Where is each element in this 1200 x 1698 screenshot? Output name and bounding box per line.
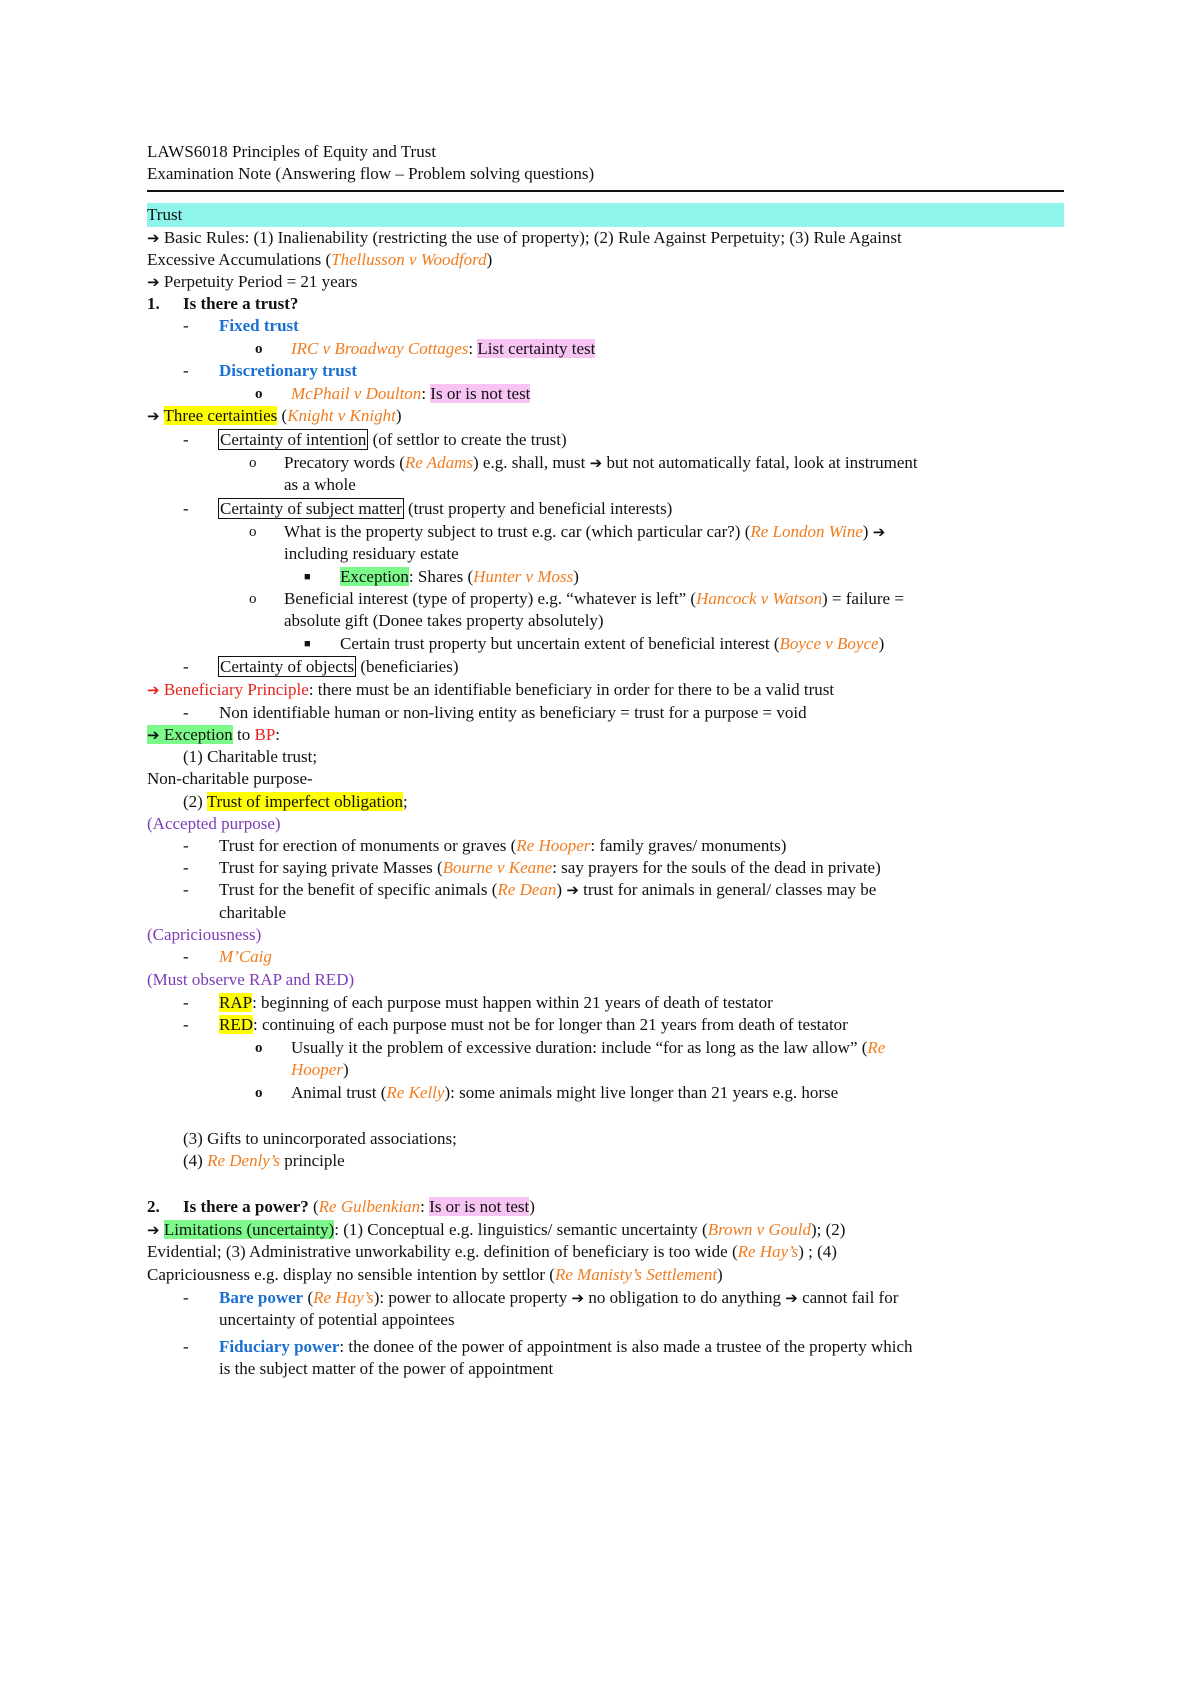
capriciousness-heading: (Capriciousness) <box>147 925 262 944</box>
limitations-line3: Capriciousness e.g. display no sensible intention by settlor (Re Manisty’s Settlement) <box>147 1265 723 1284</box>
trust-section-title: Trust <box>147 205 183 224</box>
imperfect-obligation: (2) Trust of imperfect obligation; <box>183 792 408 811</box>
question-1-number: 1. <box>147 294 160 313</box>
dash-bullet: - <box>183 316 189 335</box>
dash-bullet: - <box>183 361 189 380</box>
dash-bullet: - <box>183 880 189 899</box>
denley-principle: (4) Re Denly’s principle <box>183 1151 345 1170</box>
hollow-bullet-icon: o <box>255 1040 263 1056</box>
dash-bullet: - <box>183 1337 189 1356</box>
fiduciary-power: Fiduciary power: the donee of the power of appointment is also made a trustee of the property which <box>219 1337 913 1356</box>
document-subtitle: Examination Note (Answering flow – Problem solving questions) <box>147 164 595 183</box>
red-animal-trust: Animal trust (Re Kelly): some animals might live longer than 21 years e.g. horse <box>291 1083 839 1102</box>
beneficiary-principle-sub: Non identifiable human or non-living entity as beneficiary = trust for a purpose = void <box>219 703 807 722</box>
question-1-title: Is there a trust? <box>183 294 299 313</box>
fixed-trust-label: Fixed trust <box>219 316 299 335</box>
purpose-animals: Trust for the benefit of specific animals (Re Dean) ➔ trust for animals in general/ classes may be <box>219 880 877 899</box>
dash-bullet: - <box>183 947 189 966</box>
header-rule <box>147 190 1064 192</box>
question-2-title: Is there a power? (Re Gulbenkian: Is or is not test) <box>183 1197 535 1216</box>
trust-section-bar <box>147 203 1064 227</box>
dash-bullet: - <box>183 430 189 449</box>
arrow-right-icon: ➔ <box>147 273 160 291</box>
perpetuity-period: ➔ Perpetuity Period = 21 years <box>147 272 358 291</box>
discretionary-trust-label: Discretionary trust <box>219 361 358 380</box>
basic-rules-line2: Excessive Accumulations (Thellusson v Woodford) <box>147 250 493 269</box>
dash-bullet: - <box>183 499 189 518</box>
limitations-line1: ➔ Limitations (uncertainty): (1) Conceptual e.g. linguistics/ semantic uncertainty (Brown v Gould); (2) <box>147 1220 846 1239</box>
arrow-right-icon: ➔ <box>147 726 160 744</box>
red-excessive-duration-cont: Hooper) <box>291 1060 349 1079</box>
accepted-purpose-heading: (Accepted purpose) <box>147 814 281 833</box>
dash-bullet: - <box>183 1015 189 1034</box>
square-bullet-icon: ■ <box>304 571 311 583</box>
non-charitable-purpose: Non-charitable purpose- <box>147 769 313 788</box>
subject-matter-property: What is the property subject to trust e.g. car (which particular car?) (Re London Wine) ➔ <box>284 522 886 541</box>
arrow-right-icon: ➔ <box>147 407 160 425</box>
case-citation: Thellusson v Woodford <box>331 250 487 269</box>
rap-rule: RAP: beginning of each purpose must happen within 21 years of death of testator <box>219 993 773 1012</box>
purpose-animals-cont: charitable <box>219 903 287 922</box>
arrow-right-icon: ➔ <box>589 454 603 472</box>
arrow-right-icon: ➔ <box>147 229 160 247</box>
square-bullet-icon: ■ <box>304 638 311 650</box>
subject-matter-exception: Exception: Shares (Hunter v Moss) <box>340 567 579 586</box>
subject-matter-property-cont: including residuary estate <box>284 544 459 563</box>
beneficial-interest: Beneficial interest (type of property) e.g. “whatever is left” (Hancock v Watson) = failure = <box>284 589 904 608</box>
hollow-bullet-icon: o <box>249 524 257 540</box>
red-rule: RED: continuing of each purpose must not be for longer than 21 years from death of testator <box>219 1015 848 1034</box>
dash-bullet: - <box>183 703 189 722</box>
bare-power: Bare power (Re Hay’s): power to allocate property ➔ no obligation to do anything ➔ cannot fail for <box>219 1288 899 1307</box>
rap-red-heading: (Must observe RAP and RED) <box>147 970 355 989</box>
purpose-monuments: Trust for erection of monuments or graves (Re Hooper: family graves/ monuments) <box>219 836 787 855</box>
fixed-trust-test: IRC v Broadway Cottages: List certainty test <box>291 339 596 358</box>
hollow-bullet-icon: o <box>255 1085 263 1101</box>
dash-bullet: - <box>183 993 189 1012</box>
exception-to-bp: ➔ Exception to BP: <box>147 725 281 744</box>
beneficiary-principle: ➔ Beneficiary Principle: there must be an identifiable beneficiary in order for there to be a valid trust <box>147 680 835 699</box>
hollow-bullet-icon: o <box>249 455 257 471</box>
precatory-words-cont: as a whole <box>284 475 356 494</box>
hollow-bullet-icon: o <box>255 386 263 402</box>
arrow-right-icon: ➔ <box>147 681 160 699</box>
limitations-line2: Evidential; (3) Administrative unworkability e.g. definition of beneficiary is too wide (Re Hay’s) ; (4) <box>147 1242 837 1261</box>
dash-bullet: - <box>183 836 189 855</box>
hollow-bullet-icon: o <box>249 591 257 607</box>
discretionary-trust-test: McPhail v Doulton: Is or is not test <box>291 384 531 403</box>
hollow-bullet-icon: o <box>255 341 263 357</box>
arrow-right-icon: ➔ <box>566 881 579 899</box>
certainty-of-objects: Certainty of objects (beneficiaries) <box>220 657 459 676</box>
dash-bullet: - <box>183 1288 189 1307</box>
red-excessive-duration: Usually it the problem of excessive duration: include “for as long as the law allow” (Re <box>291 1038 886 1057</box>
certainty-of-intention: Certainty of intention (of settlor to create the trust) <box>220 430 567 449</box>
three-certainties-line: ➔ Three certainties (Knight v Knight) <box>147 406 402 425</box>
fiduciary-power-cont: is the subject matter of the power of appointment <box>219 1359 554 1378</box>
gifts-unincorporated: (3) Gifts to unincorporated associations; <box>183 1129 457 1148</box>
mcaig-case: M’Caig <box>219 947 272 966</box>
arrow-right-icon: ➔ <box>872 523 886 541</box>
arrow-right-icon: ➔ <box>147 1221 160 1239</box>
dash-bullet: - <box>183 858 189 877</box>
arrow-right-icon: ➔ <box>571 1289 585 1307</box>
arrow-right-icon: ➔ <box>785 1289 798 1307</box>
dash-bullet: - <box>183 657 189 676</box>
charitable-trust: (1) Charitable trust; <box>183 747 318 766</box>
beneficial-interest-cont: absolute gift (Donee takes property absolutely) <box>284 611 604 630</box>
certainty-of-subject-matter: Certainty of subject matter (trust property and beneficial interests) <box>220 499 673 518</box>
course-title: LAWS6018 Principles of Equity and Trust <box>147 142 437 161</box>
question-2-number: 2. <box>147 1197 160 1216</box>
basic-rules-line1: ➔ Basic Rules: (1) Inalienability (restricting the use of property); (2) Rule Against Perpetuity; (3) Rule Against <box>147 228 902 247</box>
certain-property-uncertain-extent: Certain trust property but uncertain extent of beneficial interest (Boyce v Boyce) <box>340 634 885 653</box>
bare-power-cont: uncertainty of potential appointees <box>219 1310 455 1329</box>
precatory-words: Precatory words (Re Adams) e.g. shall, must ➔ but not automatically fatal, look at instrument <box>284 453 918 472</box>
purpose-masses: Trust for saying private Masses (Bourne v Keane: say prayers for the souls of the dead in private) <box>219 858 881 877</box>
